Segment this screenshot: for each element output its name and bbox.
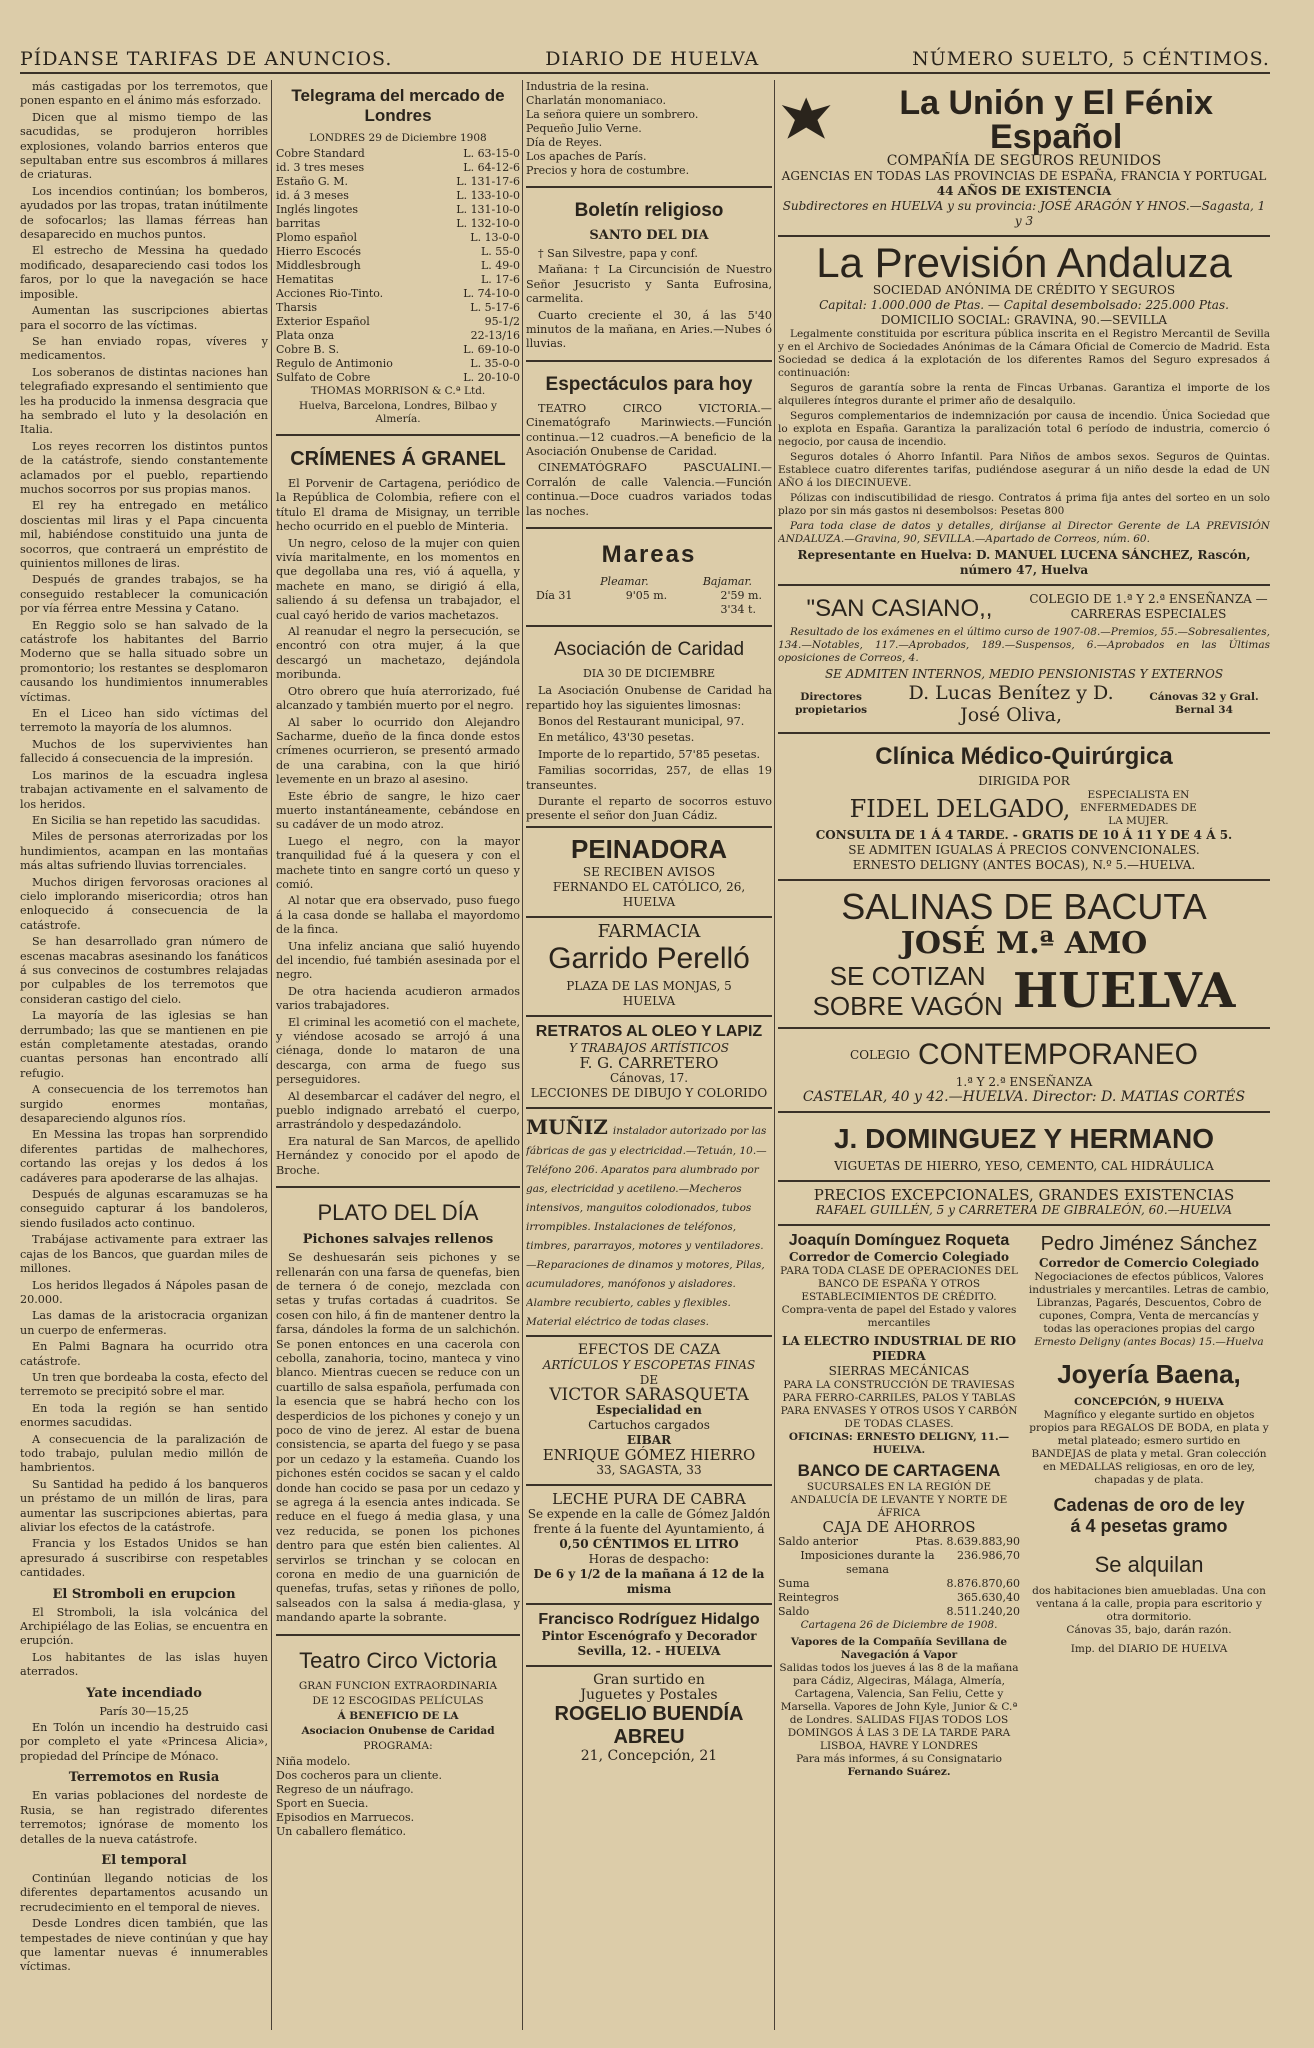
market-price: L. 17-6 bbox=[480, 273, 520, 286]
market-row bbox=[276, 161, 520, 175]
paragraph: En toda la región se han sentido enormes sacudidas. bbox=[20, 1401, 268, 1430]
market-price: L. 55-0 bbox=[480, 245, 520, 258]
programa-item: Un caballero flemático. bbox=[276, 1824, 406, 1838]
dominguez-sub: VIGUETAS DE HIERRO, YESO, CEMENTO, CAL HIDRÁULICA bbox=[834, 1159, 1214, 1173]
caza-name: VICTOR SARASQUETA bbox=[549, 1384, 749, 1405]
market-item: Plomo español bbox=[276, 231, 358, 244]
casiano-admit: SE ADMITEN INTERNOS, MEDIO PENSIONISTAS Y EXTERNOS bbox=[824, 667, 1224, 681]
paragraph: Una infeliz anciana que salió huyendo del incendio, fué también asesinada por el negro. bbox=[276, 939, 520, 982]
paragraph: Al saber lo ocurrido don Alejandro Sacharme, dueño de la finca donde estos crímenes ocurrieron, se presentó armado de una carabina, con la que hirió levemente en un brazo al asesino. bbox=[276, 715, 520, 787]
espect-title: Espectáculos para hoy bbox=[545, 373, 753, 395]
paragraph: Muchos dirigen fervorosas oraciones al cielo implorando misericordia; otros han enloquecido á consecuencia de la catástrofe. bbox=[20, 875, 268, 932]
paragraph: Cuarto creciente el 30, á las 5'40 minutos de la mañana, en Aries.—Nubes ó lluvias. bbox=[526, 308, 772, 351]
jimenez-text: Negociaciones de efectos públicos, Valores industriales y mercantiles. Letras de cambio, Libranzas, Pagarés, Descuentos, Cobro de cupones, Compra, Venta de mercancías y todas las operaciones propias del cargo bbox=[1028, 1271, 1270, 1335]
pleamar-label: Pleamar. bbox=[600, 575, 649, 589]
paragraph: Importe de lo repartido, 57'85 pesetas. bbox=[538, 747, 761, 761]
vapores-title: Vapores de la Compañía Sevillana de Navegación á Vapor bbox=[790, 1636, 1008, 1661]
masthead-center: DIARIO DE HUELVA bbox=[545, 48, 760, 70]
paragraph: A consecuencia de los terremotos han surgido enormes montañas, desapareciendo algunos ríos. bbox=[20, 1083, 268, 1126]
leche-text: Se expende en la calle de Gómez Jaldón frente á la fuente del Ayuntamiento, á bbox=[527, 1506, 771, 1536]
vapores-info: Para más informes, á su Consignatario bbox=[796, 1753, 1002, 1765]
banco-row bbox=[778, 1591, 1020, 1605]
ad-line: SE RECIBEN AVISOS bbox=[582, 864, 716, 879]
paragraph: Al notar que era observado, puso fuego á la casa donde se hallaba el mayordomo de la finca. bbox=[276, 894, 520, 937]
bajamar-value: 3'34 t. bbox=[720, 603, 756, 617]
paragraph: Los soberanos de distintas naciones han telegrafiado expresando el sentimiento que les ha producido la inmensa desgracia que ha sembrado el luto y la desolación en Italia. bbox=[20, 365, 268, 437]
paragraph: Al reanudar el negro la persecución, se encontró con otra mujer, á la que descargó un machetazo, dejándola moribunda. bbox=[276, 625, 520, 682]
leche-price: 0,50 CÉNTIMOS EL LITRO bbox=[559, 1536, 739, 1551]
market-price: L. 49-0 bbox=[480, 259, 520, 272]
column-news bbox=[20, 80, 268, 2030]
masthead bbox=[20, 46, 1270, 74]
union-anos: 44 AÑOS DE EXISTENCIA bbox=[936, 184, 1112, 198]
paragraph: La mayoría de las iglesias se han derrumbado; las que se mantienen en pie están completamente atestadas, orando cuantas personas han encontrado allí refugio. bbox=[20, 1009, 268, 1080]
crimes-text bbox=[276, 477, 520, 1178]
programa-item: Episodios en Marruecos. bbox=[276, 1810, 415, 1824]
paragraph: † San Silvestre, papa y conf. bbox=[538, 247, 698, 260]
asoc-text bbox=[526, 684, 772, 824]
leche-hours: De 6 y 1/2 de la mañana á 12 de la misma bbox=[533, 1566, 765, 1596]
cadenas-title: Cadenas de oro de ley bbox=[1053, 1495, 1245, 1515]
alquilan-text: dos habitaciones bien amuebladas. Una con ventana á la calle, propia para escritorio y otra dormitorio. bbox=[1032, 1585, 1266, 1623]
joyeria-title: Joyería Baena, bbox=[1057, 1359, 1241, 1389]
telegram-date: LONDRES 29 de Diciembre 1908 bbox=[309, 132, 487, 144]
paragraph: En Tolón un incendio ha destruido casi por completo el yate «Princesa Alicia», propiedad del Príncipe de Mónaco. bbox=[20, 1721, 268, 1763]
banco-row bbox=[778, 1535, 1020, 1549]
market-item: Regulo de Antimonio bbox=[276, 357, 393, 370]
bajamar-value: 2'59 m. bbox=[720, 589, 762, 603]
heading-temporal: El temporal bbox=[101, 1852, 187, 1868]
market-table bbox=[276, 147, 520, 385]
peinadora-title: PEINADORA bbox=[570, 833, 727, 864]
paragraph: Los incendios continúan; los bomberos, ayudados por las tropas, tratan inútilmente de sofocarlos; las llamas férreas han desaparecido en muchos puntos. bbox=[20, 184, 268, 242]
banco-title: BANCO DE CARTAGENA bbox=[797, 1461, 1001, 1480]
salinas-cot2: SOBRE VAGÓN bbox=[812, 991, 1003, 1021]
paragraph: Los heridos llegados á Nápoles pasan de 20.000. bbox=[20, 1278, 268, 1306]
contemp-sub: 1.ª Y 2.ª ENSEÑANZA bbox=[955, 1075, 1093, 1089]
prevision-item: Seguros dotales ó Ahorro Infantil. Para Niños de ambos sexos. Seguros de Quintas. Establece cuatro diferentes tarifas, pudiéndose asegurar á un niño desde la edad de UN AÑO á los DIECINUEVE. bbox=[778, 451, 1270, 489]
paragraph: El criminal les acometió con el machete, y viéndose acosado se arrojó á una ciénaga, donde lo mataron de una descarga, con arma de fuego sus perseguidores. bbox=[276, 1015, 520, 1087]
prevision-dom: DOMICILIO SOCIAL: GRAVINA, 90.—SEVILLA bbox=[880, 313, 1168, 327]
programa-item: Dos cocheros para un cliente. bbox=[276, 1768, 442, 1782]
pleamar-value: 9'05 m. bbox=[625, 589, 668, 603]
paragraph: En el Liceo han sido víctimas del terremoto la mayoría de los alumnos. bbox=[20, 707, 268, 735]
prevision-cap: Capital: 1.000.000 de Ptas. — Capital desembolsado: 225.000 Ptas. bbox=[819, 298, 1229, 312]
roqueta-sub: Corredor de Comercio Colegiado bbox=[788, 1250, 1010, 1264]
market-item: Plata onza bbox=[276, 329, 335, 342]
paragraph: En Sicilia se han repetido las sacudidas. bbox=[32, 813, 261, 827]
banco-label: Suma bbox=[778, 1577, 810, 1590]
column-ads bbox=[778, 80, 1270, 2030]
market-row bbox=[276, 175, 520, 189]
mareas-title: Mareas bbox=[601, 541, 697, 569]
film-item: Día de Reyes. bbox=[526, 136, 603, 149]
banco-row bbox=[778, 1577, 1020, 1591]
prevision-sub: SOCIEDAD ANÓNIMA DE CRÉDITO Y SEGUROS bbox=[872, 283, 1176, 297]
film-item: Charlatán monomaniaco. bbox=[526, 94, 666, 107]
caza-de: DE bbox=[639, 1372, 659, 1387]
market-price: L. 132-10-0 bbox=[456, 217, 520, 230]
paragraph: Las damas de la aristocracia organizan un cuerpo de enfermeras. bbox=[20, 1309, 268, 1337]
hidalgo-addr: Sevilla, 12. - HUELVA bbox=[577, 1643, 721, 1658]
market-price: L. 35-0-0 bbox=[470, 357, 520, 370]
prevision-item: Seguros complementarios de indemnización por causa de incendio. Única Sociedad que lo explota en España. Garantiza la paralización total 6 período de industria, comercio ó negocio, por causa de incendio. bbox=[778, 410, 1270, 448]
farmacia-label: FARMACIA bbox=[597, 920, 701, 942]
film-item: Precios y hora de costumbre. bbox=[526, 164, 690, 177]
market-row bbox=[276, 329, 520, 343]
market-price: L. 131-17-6 bbox=[456, 175, 520, 188]
programa-list bbox=[276, 1755, 520, 1839]
prevision-text: Legalmente constituida por escritura pública inscrita en el Registro Mercantil de Sevilla y en el Archivo de Sociedades Anónimas de la Cámara Oficial de Comercio de Madrid. Esta Sociedad se dedica á la explotación de los diferentes Ramos del Seguro expresados á continuación: bbox=[778, 328, 1270, 379]
casiano-result: Resultado de los exámenes en el último curso de 1907-08.—Premios, 55.—Sobresalientes, 134.—Notables, 117.—Aprobados, 189.—Suspensos, 6.—Aprobados en las Últimas oposiciones de Correos, 4. bbox=[778, 626, 1270, 664]
telegram-cities: Huelva, Barcelona, Londres, Bilbao y Almería. bbox=[299, 400, 497, 425]
prevision-rep: Representante en Huelva: D. MANUEL LUCENA SÁNCHEZ, Rascón, número 47, Huelva bbox=[797, 548, 1251, 577]
dia: Día 31 bbox=[536, 589, 573, 603]
buendia-name: ROGELIO BUENDÍA ABREU bbox=[554, 1702, 744, 1748]
boletin-title: Boletín religioso bbox=[574, 200, 724, 221]
paragraph: En metálico, 43'30 pesetas. bbox=[538, 731, 695, 745]
market-row bbox=[276, 189, 520, 203]
juguetes: Juguetes y Postales bbox=[580, 1686, 718, 1703]
crimes-title: CRÍMENES Á GRANEL bbox=[290, 448, 506, 470]
programa-item: Regreso de un náufrago. bbox=[276, 1782, 414, 1796]
masthead-right: NÚMERO SUELTO, 5 CÉNTIMOS. bbox=[912, 48, 1270, 70]
teatro-title: Teatro Circo Victoria bbox=[299, 1647, 497, 1673]
banco-date: Cartagena 26 de Diciembre de 1908. bbox=[800, 1619, 998, 1631]
paragraph: En varias poblaciones del nordeste de Rusia, se han registrado diferentes terremotos; ignórase de momento los detalles de la nueva catástrofe. bbox=[20, 1789, 268, 1846]
programa-label: PROGRAMA: bbox=[363, 1739, 433, 1752]
heading-stromboli: El Stromboli en erupcion bbox=[52, 1586, 236, 1602]
plato-text: Se deshuesarán seis pichones y se rellenarán con una farsa de quenefas, bien de ternera ó de conejo, mezclada con setas y trufas cortadas á cuadritos. Se cosen con hilo, á fin de mantener dentro la farsa, dándoles la forma de un salchichón. Se ponen entonces en una cacerola con cebolla, zanahoria, tocino, manteca y vino blanco. Mientras cuecen se reduce con un cuartillo de salsa española, perfumada con la esencia que se habrá hecho con los desperdicios de los pichones y conejo y un poco de vino de jerez. Al estar de buena consistencia, se aparta del fuego y se pasa por un cedazo y la estameña. Cuando los pichones estén cocidos se sacan y el caldo donde han cocido se pasa por un cedazo y se agrega á la esencia antes indicada. Se reduce en el fuego á media glasa, y una vez reducida, se ponen los pichones dentro para que estén bien calientes. Al servirlos se trinchan y se colocan en corona en medio de una guarnición de quenefas, trufas, setas y riñones de pollo, salseados con la salsa á media-glasa, y mandando aparte la sobrante. bbox=[276, 1251, 520, 1625]
news-paragraphs bbox=[20, 80, 268, 1581]
market-row bbox=[276, 203, 520, 217]
programa-item: Sport en Suecia. bbox=[276, 1796, 369, 1810]
paragraph: El Porvenir de Cartagena, periódico de la República de Colombia, refiere con el título El drama de Misignay, un terrible hecho ocurrido en el pueblo de Minteria. bbox=[276, 477, 520, 534]
clinica-dir: DIRIGIDA POR bbox=[978, 774, 1070, 788]
market-item: id. á 3 meses bbox=[276, 189, 349, 202]
market-item: Cobre Standard bbox=[276, 147, 365, 160]
dominguez-title: J. DOMINGUEZ Y HERMANO bbox=[833, 1123, 1215, 1154]
banco-label: Imposiciones durante la semana bbox=[800, 1549, 935, 1576]
dateline: París 30—15,25 bbox=[99, 1704, 189, 1718]
jimenez-addr: Ernesto Deligny (antes Bocas) 15.—Huelva bbox=[1034, 1336, 1264, 1348]
prevision-items bbox=[778, 382, 1270, 518]
hidalgo-name: Francisco Rodríguez Hidalgo bbox=[538, 1610, 760, 1628]
market-price: L. 69-10-0 bbox=[463, 343, 520, 356]
farmacia-name: Garrido Perelló bbox=[548, 941, 750, 975]
market-item: barritas bbox=[276, 217, 321, 230]
paragraph: La Asociación Onubense de Caridad ha repartido hoy las siguientes limosnas: bbox=[526, 684, 772, 712]
leche-horas: Horas de despacho: bbox=[588, 1551, 710, 1566]
carretero-name: F. G. CARRETERO bbox=[579, 1053, 719, 1072]
casiano-dirs: D. Lucas Benítez y D. José Oliva, bbox=[908, 682, 1114, 726]
imprenta: Imp. del DIARIO DE HUELVA bbox=[1070, 1643, 1228, 1655]
roqueta-title: Joaquín Domínguez Roqueta bbox=[788, 1232, 1010, 1249]
paragraph: Francia y los Estados Unidos se han apresurado á suscribirse con respetables cantidades. bbox=[20, 1537, 268, 1580]
column-rule bbox=[522, 80, 523, 2030]
phoenix-eagle-icon bbox=[778, 90, 834, 150]
clinica-addr: ERNESTO DELIGNY (ANTES BOCAS), N.º 5.—HUELVA. bbox=[852, 858, 1196, 872]
caza-addr: 33, SAGASTA, 33 bbox=[596, 1462, 702, 1477]
paragraph: Los habitantes de las islas huyen aterrados. bbox=[20, 1650, 268, 1679]
telegram-title: Telegrama del mercado de Londres bbox=[291, 86, 505, 125]
paragraph: más castigadas por los terremotos, que ponen espanto en el ánimo más esforzado. bbox=[20, 80, 268, 108]
jimenez-sub: Corredor de Comercio Colegiado bbox=[1038, 1256, 1260, 1270]
paragraph: Después de grandes trabajos, se ha conseguido restablecer la comunicación por vía férrea entre Messina y Catano. bbox=[20, 573, 268, 616]
paragraph: El Stromboli, la isla volcánica del Archipiélago de las Eolias, se encuentra en erupción. bbox=[20, 1605, 268, 1648]
market-row bbox=[276, 231, 520, 245]
paragraph: De otra hacienda acudieron armados varios trabajadores. bbox=[276, 984, 520, 1013]
plato-title: PLATO DEL DÍA bbox=[317, 1200, 479, 1226]
market-item: Acciones Rio-Tinto. bbox=[276, 287, 384, 300]
paragraph: Era natural de San Marcos, de apellido Hernández y conocido por el apodo de Broche. bbox=[276, 1134, 520, 1177]
market-price: 22-13/16 bbox=[470, 329, 520, 342]
prevision-item: Pólizas con indiscutibilidad de riesgo. Contratos á prima fija antes del sorteo en un solo plazo por sin más gastos ni desembolsos: Pesetas 800 bbox=[778, 492, 1270, 517]
caza-eibar: EIBAR bbox=[626, 1432, 672, 1447]
hidalgo-sub: Pintor Escenógrafo y Decorador bbox=[541, 1628, 757, 1643]
paragraph: En Palmi Bagnara ha ocurrido otra catástrofe. bbox=[20, 1340, 268, 1368]
teatro-line: Á BENEFICIO DE LA bbox=[337, 1709, 459, 1722]
paragraph: Dicen que al mismo tiempo de las sacudidas, se produjeron horribles explosiones, volando barrios enteros que sepultaban entre sus escombros á millares de criaturas. bbox=[20, 110, 268, 182]
market-item: Exterior Español bbox=[276, 315, 370, 328]
banco-label: Saldo anterior bbox=[778, 1535, 859, 1548]
jimenez-title: Pedro Jiménez Sánchez bbox=[1040, 1233, 1258, 1255]
surtido: Gran surtido en bbox=[593, 1671, 705, 1688]
union-agencias: AGENCIAS EN TODAS LAS PROVINCIAS DE ESPAÑA, FRANCIA Y PORTUGAL bbox=[781, 169, 1267, 183]
market-row bbox=[276, 301, 520, 315]
film-item: Pequeño Julio Verne. bbox=[526, 122, 642, 135]
paragraph: Un negro, celoso de la mujer con quien vivía maritalmente, en los momentos en que degollaba una res, vió á aquella, y machete en mano, se dirigió á ella, saliendo á su defensa un trabajador, el cual cayó herido de varios machetazos. bbox=[276, 536, 520, 622]
paragraph: Al desembarcar el cadáver del negro, el pueblo indignado arrebató el cuerpo, arrastrándolo y despedazándolo. bbox=[276, 1089, 520, 1132]
banco-sub: SUCURSALES EN LA REGIÓN DE ANDALUCÍA DE LEVANTE Y NORTE DE ÁFRICA bbox=[790, 1481, 1008, 1519]
plato-subtitle: Pichones salvajes rellenos bbox=[302, 1232, 494, 1248]
banco-table bbox=[778, 1535, 1020, 1619]
precios-addr: RAFAEL GUILLÉN, 5 y CARRETERA DE GIBRALEÓN, 60.—HUELVA bbox=[815, 1203, 1233, 1217]
piedra-sub: SIERRAS MECÁNICAS bbox=[828, 1364, 970, 1378]
heading-yate: Yate incendiado bbox=[86, 1685, 202, 1701]
clinica-name: FIDEL DELGADO, bbox=[849, 794, 1071, 823]
contemp-title: CONTEMPORANEO bbox=[917, 1038, 1198, 1071]
paragraph: En Messina las tropas han sorprendido diferentes partidas de malhechores, cortando las orejas y los dedos á los cadáveres para apoderarse de las alhajas. bbox=[20, 1128, 268, 1185]
piedra-ofic: OFICINAS: ERNESTO DELIGNY, 11.—HUELVA. bbox=[788, 1431, 1010, 1456]
market-item: Cobre B. S. bbox=[276, 343, 340, 356]
market-item: Hierro Escocés bbox=[276, 245, 362, 258]
paragraph: Durante el reparto de socorros estuvo presente el señor don Juan Cádiz. bbox=[526, 794, 772, 823]
banco-row bbox=[778, 1549, 1020, 1577]
market-item: Tharsis bbox=[276, 301, 318, 314]
contemp-colegio: COLEGIO bbox=[850, 1047, 910, 1062]
paragraph: En Reggio solo se han salvado de la catástrofe los habitantes del Barrio Moderno que se halla situado sobre un promontorio; los restantes se desplomaron causando los hundimientos innumerables víctimas. bbox=[20, 618, 268, 704]
paragraph: A consecuencia de la paralización de todo trabajo, pululan medio millón de hambrientos. bbox=[20, 1432, 268, 1475]
market-item: Hematitas bbox=[276, 273, 334, 286]
union-title: La Unión y El Fénix Español bbox=[899, 84, 1213, 156]
ad-line: FERNANDO EL CATÓLICO, 26, bbox=[552, 879, 746, 894]
paragraph: Aumentan las suscripciones abiertas para el socorro de las víctimas. bbox=[20, 304, 268, 332]
banco-label: Reintegros bbox=[778, 1591, 839, 1604]
casiano-title: "SAN CASIANO,, bbox=[806, 595, 993, 622]
prevision-item: Seguros de garantía sobre la renta de Fincas Urbanas. Garantiza el importe de los alquileres íntegros durante el primer año de desalquilo. bbox=[778, 382, 1270, 407]
paragraph: Se han enviado ropas, víveres y medicamentos. bbox=[20, 334, 268, 363]
salinas-title: SALINAS DE BACUTA bbox=[841, 886, 1207, 927]
masthead-left: PÍDANSE TARIFAS DE ANUNCIOS. bbox=[20, 48, 393, 70]
paragraph: Continúan llegando noticias de los diferentes departamentos acusando un recrudecimiento en el temporal de nieves. bbox=[20, 1871, 268, 1914]
leche-title: LECHE PURA DE CABRA bbox=[552, 1489, 746, 1508]
teatro-line: Asociacion Onubense de Caridad bbox=[301, 1724, 495, 1737]
clinica-igualas: SE ADMITEN IGUALAS Á PRECIOS CONVENCIONALES. bbox=[848, 843, 1200, 857]
retratos-sub: Y TRABAJOS ARTÍSTICOS bbox=[568, 1040, 730, 1055]
buendia-addr: 21, Concepción, 21 bbox=[580, 1747, 718, 1764]
market-row bbox=[276, 371, 520, 385]
market-row bbox=[276, 357, 520, 371]
paragraph: Los reyes recorren los distintos puntos de la catástrofe, siendo constantemente aclamados por el pueblo, repartiendo muchos socorros por sus propias manos. bbox=[20, 439, 268, 496]
alquilan-title: Se alquilan bbox=[1094, 1552, 1204, 1577]
salinas-cot1: SE COTIZAN bbox=[829, 961, 986, 991]
paragraph: Bonos del Restaurant municipal, 97. bbox=[538, 714, 745, 728]
carretero-lessons: LECCIONES DE DIBUJO Y COLORIDO bbox=[530, 1085, 768, 1100]
teatro-line: DE 12 ESCOGIDAS PELÍCULAS bbox=[312, 1694, 484, 1707]
market-row bbox=[276, 273, 520, 287]
caza-agent: ENRIQUE GÓMEZ HIERRO bbox=[542, 1445, 756, 1464]
market-item: Middlesbrough bbox=[276, 259, 361, 272]
paragraph: Muchos de los supervivientes han fallecido á consecuencia de la impresión. bbox=[20, 737, 268, 766]
column-services bbox=[526, 80, 772, 2030]
casiano-colegio: COLEGIO DE 1.ª Y 2.ª ENSEÑANZA — CARRERAS ESPECIALES bbox=[1029, 592, 1268, 621]
banco-row bbox=[778, 1605, 1020, 1619]
roqueta-text: PARA TODA CLASE DE OPERACIONES DEL BANCO DE ESPAÑA Y OTROS ESTABLECIMIENTOS DE CRÉDITO. Compra-venta de papel del Estado y valores mercantiles bbox=[780, 1265, 1018, 1329]
market-price: L. 5-17-6 bbox=[470, 301, 520, 314]
market-price: L. 133-10-0 bbox=[456, 189, 520, 202]
market-price: 95-1/2 bbox=[484, 315, 520, 328]
banco-label: Saldo bbox=[778, 1605, 810, 1618]
asoc-title: Asociación de Caridad bbox=[553, 639, 745, 661]
paragraph: Familias socorridas, 257, de ellas 19 transeuntes. bbox=[526, 764, 772, 792]
farmacia-city: HUELVA bbox=[622, 993, 676, 1008]
market-price: L. 13-0-0 bbox=[470, 231, 520, 244]
caza-sub: ARTÍCULOS Y ESCOPETAS FINAS bbox=[542, 1357, 756, 1372]
market-item: Estaño G. M. bbox=[276, 175, 349, 188]
column-rule bbox=[774, 80, 775, 2030]
banco-value: 365.630,40 bbox=[957, 1591, 1020, 1604]
paragraph: Este ébrio de sangre, le hizo caer muerto instantáneamente, cebándose en su cadáver de un modo atroz. bbox=[276, 789, 520, 832]
teatro-line: GRAN FUNCION EXTRAORDINARIA bbox=[298, 1679, 498, 1692]
clinica-esp: ESPECIALISTA EN ENFERMEDADES DE LA MUJER. bbox=[1079, 789, 1197, 827]
paragraph: CINEMATÓGRAFO PASCUALINI.—Corralón de calle Valencia.—Función continua.—Doce cuadros variados todas las noches. bbox=[526, 461, 772, 518]
column-market bbox=[276, 80, 520, 2030]
market-item: Sulfato de Cobre bbox=[276, 371, 371, 384]
film-item: Los apaches de París. bbox=[526, 150, 647, 163]
caza-title: EFECTOS DE CAZA bbox=[577, 1341, 721, 1358]
banco-value: Ptas. 8.639.883,90 bbox=[915, 1535, 1020, 1548]
paragraph: Se han desarrollado gran número de escenas macabras asesinando los fanáticos á sus convecinos de costumbres relajadas por culpables de los terremotos que consideran castigo del cielo. bbox=[20, 935, 268, 1006]
alquilan-addr: Cánovas 35, bajo, darán razón. bbox=[1066, 1624, 1232, 1636]
banco-value: 236.986,70 bbox=[957, 1549, 1020, 1562]
paragraph: TEATRO CIRCO VICTORIA.—Cinematógrafo Marinwiects.—Función continua.—12 cuadros.—A beneficio de la Asociación Onubense de Caridad. bbox=[526, 401, 772, 459]
salinas-city: HUELVA bbox=[1012, 963, 1236, 1019]
muniz-text: instalador autorizado por las fábricas de gas y electricidad.—Tetuán, 10.—Teléfono 206. Aparatos para alumbrado por gas, electricidad y acetileno.—Mecheros intensivos, manguitos colodionados, tubos irrompibles. Instalaciones de teléfonos, timbres, pararrayos, motores y ventiladores.—Reparaciones de dinamos y motores, Pilas, acumuladores, manófonos y aisladores. Alambre recubierto, cables y flexibles. Material eléctrico de todas clases. bbox=[526, 1124, 767, 1328]
market-price: L. 64-12-6 bbox=[463, 161, 520, 174]
market-row bbox=[276, 343, 520, 357]
casiano-addr: Cánovas 32 y Gral. Bernal 34 bbox=[1149, 691, 1259, 716]
paragraph: Después de algunas escaramuzas se ha conseguido capturar á los bandoleros, siendo fusilados acto continuo. bbox=[20, 1188, 268, 1230]
market-row bbox=[276, 287, 520, 301]
precios-title: PRECIOS EXCEPCIONALES, GRANDES EXISTENCIAS bbox=[813, 1186, 1235, 1204]
joyeria-text: Magnífico y elegante surtido en objetos propios para REGALOS DE BODA, en plata y metal plateado; esmero surtido en BANDEJAS de plata y metal. Gran colección en MEDALLAS religiosas, en oro de ley, chapadas y de plata. bbox=[1029, 1409, 1269, 1486]
paragraph: El estrecho de Messina ha quedado modificado, desapareciendo casi todos los faros, por lo que la navegación se hace imposible. bbox=[20, 244, 268, 301]
carretero-addr: Cánovas, 17. bbox=[609, 1070, 689, 1085]
bajamar-label: Bajamar. bbox=[702, 575, 752, 589]
paragraph: Un tren que bordeaba la costa, efecto del terremoto se precipitó sobre el mar. bbox=[20, 1370, 268, 1399]
film-list bbox=[526, 80, 772, 178]
telegram-firm: THOMAS MORRISON & C.ª Ltd. bbox=[310, 385, 486, 397]
paragraph: Miles de personas aterrorizadas por los hundimientos, acampan en las montañas más altas sufriendo lluvias torrenciales. bbox=[20, 830, 268, 873]
vapores-text: Salidas todos los jueves á las 8 de la mañana para Cádiz, Algeciras, Málaga, Almería, Cartagena, Valencia, San Feliu, Cette y Marsella. Vapores de John Kyle, Junior & C.ª de Londres. SALIDAS FIJAS TODOS LOS DOMINGOS Á LAS 3 DE LA TARDE PARA LISBOA, HAVRE Y LONDRES bbox=[779, 1662, 1019, 1752]
paragraph: Luego el negro, con la mayor tranquilidad fué á la quesera y con el machete tinto en sangre cortó un queso y comió. bbox=[276, 834, 520, 891]
ad-line: HUELVA bbox=[622, 894, 676, 909]
prevision-title: La Previsión Andaluza bbox=[816, 239, 1232, 286]
casiano-dir-label: Directores propietarios bbox=[795, 691, 868, 716]
retratos-title: RETRATOS AL OLEO Y LAPIZ bbox=[535, 1022, 763, 1040]
market-price: L. 20-10-0 bbox=[463, 371, 520, 384]
market-price: L. 131-10-0 bbox=[456, 203, 520, 216]
clinica-consulta: CONSULTA DE 1 Á 4 TARDE. - GRATIS DE 10 Á 11 Y DE 4 Á 5. bbox=[815, 828, 1233, 842]
paragraph: Mañana: † La Circuncisión de Nuestro Señor Jesucristo y Santa Eufrosina, carmelita. bbox=[526, 263, 772, 306]
clinica-title: Clínica Médico-Quirúrgica bbox=[875, 743, 1173, 770]
vapores-name: Fernando Suárez. bbox=[847, 1766, 951, 1778]
paragraph: Su Santidad ha pedido á los banqueros un préstamo de un millón de liras, para aumentar las suscripciones abiertas, para aliviar los efectos de la catástrofe. bbox=[20, 1477, 268, 1534]
film-item: Industria de la resina. bbox=[526, 80, 650, 93]
cadenas-sub: á 4 pesetas gramo bbox=[1070, 1516, 1228, 1536]
union-sub: COMPAÑÍA DE SEGUROS REUNIDOS bbox=[886, 153, 1162, 169]
banco-value: 8.511.240,20 bbox=[946, 1605, 1020, 1618]
asoc-date: DIA 30 DE DICIEMBRE bbox=[582, 667, 716, 681]
salinas-owner: JOSÉ M.ª AMO bbox=[900, 926, 1148, 961]
caza-cart: Cartuchos cargados bbox=[588, 1417, 710, 1432]
market-price: L. 63-15-0 bbox=[463, 147, 520, 160]
market-row bbox=[276, 217, 520, 231]
market-row bbox=[276, 315, 520, 329]
heading-rusia: Terremotos en Rusia bbox=[68, 1770, 220, 1786]
market-price: L. 74-10-0 bbox=[463, 287, 520, 300]
paragraph: Trabájase activamente para extraer las cajas de los Bancos, que guardan miles de millones. bbox=[20, 1233, 268, 1276]
union-sub2: Subdirectores en HUELVA y su provincia: JOSÉ ARAGÓN Y HNOS.—Sagasta, 1 y 3 bbox=[782, 199, 1266, 228]
caza-esp: Especialidad en bbox=[596, 1402, 702, 1417]
farmacia-addr: PLAZA DE LAS MONJAS, 5 bbox=[566, 978, 732, 993]
joyeria-addr: CONCEPCIÓN, 9 HUELVA bbox=[1074, 1396, 1224, 1408]
banco-value: 8.876.870,60 bbox=[946, 1577, 1020, 1590]
market-row bbox=[276, 259, 520, 273]
prevision-contact: Para toda clase de datos y detalles, diríjanse al Director Gerente de LA PREVISIÓN ANDALUZA.—Gravina, 90, SEVILLA.—Apartado de Correos, núm. 60. bbox=[778, 520, 1270, 545]
piedra-title: LA ELECTRO INDUSTRIAL DE RIO PIEDRA bbox=[781, 1334, 1017, 1363]
market-row bbox=[276, 245, 520, 259]
piedra-text: PARA LA CONSTRUCCIÓN DE TRAVIESAS PARA FERRO-CARRILES, PALOS Y TABLAS PARA ENVASES Y OTROS USOS Y CARBÓN DE TODAS CLASES. bbox=[780, 1379, 1018, 1430]
santo-label: SANTO DEL DIA bbox=[589, 228, 709, 243]
market-item: id. 3 tres meses bbox=[276, 161, 365, 174]
paragraph: Desde Londres dicen también, que las tempestades de nieve continúan y que hay que lamentar nuevas é innumerables víctimas. bbox=[20, 1917, 268, 1974]
column-rule bbox=[271, 80, 272, 2030]
paragraph: Los marinos de la escuadra inglesa trabajan activamente en el salvamento de los heridos. bbox=[20, 768, 268, 811]
contemp-addr: CASTELAR, 40 y 42.—HUELVA. Director: D. MATIAS CORTÉS bbox=[802, 1089, 1246, 1105]
market-item: Inglés lingotes bbox=[276, 203, 359, 216]
programa-item: Niña modelo. bbox=[276, 1754, 351, 1768]
paragraph: Otro obrero que huía aterrorizado, fué alcanzado y también muerto por el negro. bbox=[276, 684, 520, 713]
market-row bbox=[276, 147, 520, 161]
paragraph: El rey ha entregado en metálico doscientas mil liras y el Papa cincuenta mil, habiéndose constituido una junta de socorros, que contraerá un empréstito de quinientos millones de liras. bbox=[20, 499, 268, 570]
film-item: La señora quiere un sombrero. bbox=[526, 108, 699, 121]
banco-caja: CAJA DE AHORROS bbox=[822, 1518, 976, 1536]
muniz-name: MUÑIZ bbox=[526, 1114, 608, 1139]
